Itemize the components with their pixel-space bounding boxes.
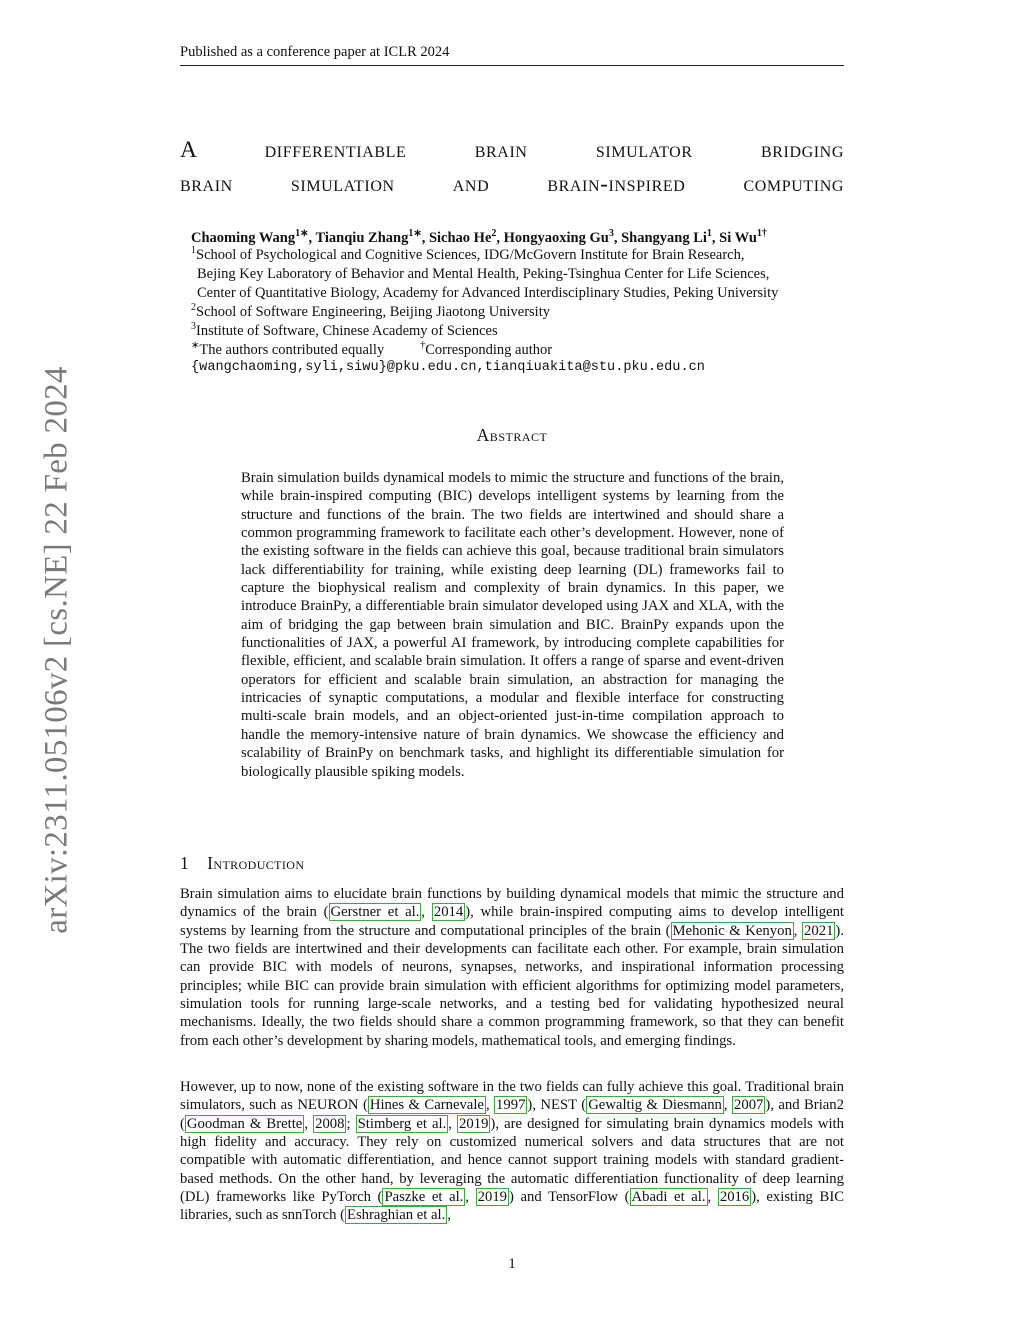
title-line-1: A differentiable brain simulator bridging xyxy=(180,137,844,163)
paragraph-text: , xyxy=(447,1207,451,1224)
citation-link[interactable]: 2021 xyxy=(804,922,834,939)
paragraph-text: , xyxy=(707,1189,718,1206)
author-separator: , xyxy=(711,230,720,246)
author-list xyxy=(191,228,891,248)
affiliation-1-line-3: Center of Quantitative Biology, Academy for Advanced Interdisciplinary Studies, Peking University xyxy=(197,285,779,301)
section-title: Introduction xyxy=(207,853,305,873)
author-affil-mark: 1† xyxy=(756,228,767,239)
arxiv-stamp: arXiv:2311.05106v2 [cs.NE] 22 Feb 2024 xyxy=(38,366,75,934)
equal-contrib-note: The authors contributed equally xyxy=(199,342,385,358)
citation-link[interactable]: 2008 xyxy=(315,1115,345,1132)
affiliations xyxy=(191,246,881,360)
abstract-heading: Abstract xyxy=(476,425,548,445)
affiliation-1-line-1: School of Psychological and Cognitive Sciences, IDG/McGovern Institute for Brain Research, xyxy=(196,247,745,263)
citation-link[interactable]: 2014 xyxy=(433,904,464,921)
affiliation-2 xyxy=(191,303,881,322)
paragraph-text: ), NEST ( xyxy=(527,1097,587,1114)
page-number: 1 xyxy=(508,1256,516,1272)
paper-title xyxy=(180,133,844,201)
paragraph-text: ), existing BIC libraries, such as snnTorch ( xyxy=(180,1189,845,1224)
intro-paragraph-2 xyxy=(180,1078,844,1225)
header-rule xyxy=(180,65,844,66)
paragraph-text: , xyxy=(723,1097,732,1114)
paragraph-text: ), and Brian2 ( xyxy=(180,1097,844,1132)
section-heading xyxy=(180,853,304,874)
author-name: Chaoming Wang xyxy=(191,230,296,246)
citation-link[interactable]: 2019 xyxy=(459,1115,489,1132)
citation-link[interactable]: Gewaltig & Diesmann xyxy=(588,1097,722,1114)
affil-mark: 1 xyxy=(191,245,196,256)
paragraph-text: ). The two fields are intertwined and their developments can facilitate each other. For example, brain simulation can provide BIC with models of neurons, synapses, networks, and inspirational information processing principles; while BIC can provide brain simulation with efficient algorithms for optimizing model parameters, simulation tools for running large-scale networks, and a testing bed for validating hypothesized neural mechanisms. Ideally, the two fields should share a common programming framework, so that they can benefit from each other’s development by sharing models, mathematical tools, and emerging findings. xyxy=(180,922,844,1049)
affiliation-1-line-2: Bejing Key Laboratory of Behavior and Mental Health, Peking-Tsinghua Center for Life Sciences, xyxy=(197,266,770,282)
affil-mark: 3 xyxy=(191,321,196,332)
paragraph-text: However, up to now, none of the existing software in the two fields can fully achieve this goal. Traditional brain simulators, such as NEURON ( xyxy=(180,1079,844,1114)
running-header: Published as a conference paper at ICLR 2024 xyxy=(180,44,450,60)
author-notes xyxy=(191,341,881,360)
paragraph-text: ), are designed for simulating brain dynamics models with high fidelity and accuracy. They rely on customized numerical solvers and data structures that are not compatible with automatic differentiation, and hence cannot support training models with standard gradient-based methods. On the other hand, by leveraging the automatic differentiation functionality of deep learning (DL) frameworks like PyTorch ( xyxy=(180,1115,844,1206)
author-affil-mark: 1∗ xyxy=(408,228,422,239)
paragraph-text: ; xyxy=(346,1115,356,1132)
author-affil-mark: 1∗ xyxy=(295,228,309,239)
paragraph-text: , xyxy=(448,1115,458,1132)
citation-link[interactable]: Stimberg et al. xyxy=(357,1115,447,1132)
affiliation-3-text: Institute of Software, Chinese Academy of Sciences xyxy=(196,323,498,339)
paragraph-text: , xyxy=(304,1115,314,1132)
author-name: Hongyaoxing Gu xyxy=(503,230,609,246)
author-affil-mark: 2 xyxy=(491,228,497,239)
abstract-text: Brain simulation builds dynamical models to mimic the structure and functions of the brain, while brain-inspired computing (BIC) develops intelligent systems by learning from the structure and functions of the brain. The two fields are intertwined and should share a common programming framework to facilitate each other’s development. However, none of the existing software in the fields can achieve this goal, because traditional brain simulators lack differentiability for training, while existing deep learning (DL) frameworks fail to capture the biophysical realism and complexity of brain dynamics. In this paper, we introduce BrainPy, a differentiable brain simulator developed using JAX and XLA, with the aim of bridging the gap between brain simulation and BIC. BrainPy expands upon the functionalities of JAX, a powerful AI framework, by introducing complete capabilities for flexible, efficient, and scalable brain simulation. It offers a range of sparse and event-driven operators for efficient and scalable brain simulation, an abstraction for managing the intricacies of synaptic computations, a modular and flexible interface for constructing multi-scale brain models, and an object-oriented just-in-time compilation approach to handle the memory-intensive nature of brain dynamics. We showcase the efficiency and scalability of BrainPy on benchmark tasks, and highlight its differentiable simulation for biologically plausible spiking models. xyxy=(241,470,784,780)
citation-link[interactable]: Paszke et al. xyxy=(384,1189,464,1206)
paragraph-text: ), while brain-inspired computing aims to develop intelligent systems by learning from the structure and computational principles of the brain ( xyxy=(180,904,844,939)
author-name: Tianqiu Zhang xyxy=(315,230,409,246)
title-line-2: brain simulation and brain-inspired computing xyxy=(180,171,844,197)
paragraph-text: ) and TensorFlow ( xyxy=(509,1189,630,1206)
affiliation-1 xyxy=(191,246,881,265)
citation-link[interactable]: Hines & Carnevale xyxy=(369,1097,484,1114)
author-affil-mark: 3 xyxy=(608,228,614,239)
author-name: Sichao He xyxy=(428,230,492,246)
citation-link[interactable]: Goodman & Brette xyxy=(186,1115,303,1132)
author-emails: {wangchaoming,syli,siwu}@pku.edu.cn,tianqiuakita@stu.pku.edu.cn xyxy=(191,360,705,375)
citation-link[interactable]: 2007 xyxy=(734,1097,764,1114)
author-separator: , xyxy=(613,230,622,246)
paragraph-text: , xyxy=(793,922,803,939)
author-separator: , xyxy=(421,230,429,246)
citation-link[interactable]: Abadi et al. xyxy=(631,1189,706,1206)
citation-link[interactable]: Eshraghian et al. xyxy=(346,1207,446,1224)
paragraph-text: , xyxy=(485,1097,495,1114)
equal-contrib-mark: ∗ xyxy=(191,340,200,351)
author-affil-mark: 1 xyxy=(706,228,712,239)
paragraph-text: , xyxy=(421,904,432,921)
author-separator: , xyxy=(496,230,504,246)
citation-link[interactable]: 2019 xyxy=(477,1189,508,1206)
corresponding-mark: † xyxy=(420,340,426,351)
affil-mark: 2 xyxy=(191,302,196,313)
affiliation-3 xyxy=(191,322,881,341)
intro-paragraph-1 xyxy=(180,885,844,1050)
citation-link[interactable]: 1997 xyxy=(496,1097,526,1114)
author-name: Si Wu xyxy=(719,230,757,246)
paragraph-text: , xyxy=(465,1189,476,1206)
paragraph-text: Brain simulation aims to elucidate brain functions by building dynamical models that mimic the structure and dynamics of the brain ( xyxy=(180,886,844,921)
section-number: 1 xyxy=(180,853,190,873)
affiliation-2-text: School of Software Engineering, Beijing Jiaotong University xyxy=(196,304,550,320)
author-separator: , xyxy=(308,230,316,246)
corresponding-note: Corresponding author xyxy=(425,342,553,358)
author-name: Shangyang Li xyxy=(621,230,707,246)
citation-link[interactable]: 2016 xyxy=(719,1189,750,1206)
citation-link[interactable]: Gerstner et al. xyxy=(330,904,420,921)
citation-link[interactable]: Mehonic & Kenyon xyxy=(672,922,792,939)
